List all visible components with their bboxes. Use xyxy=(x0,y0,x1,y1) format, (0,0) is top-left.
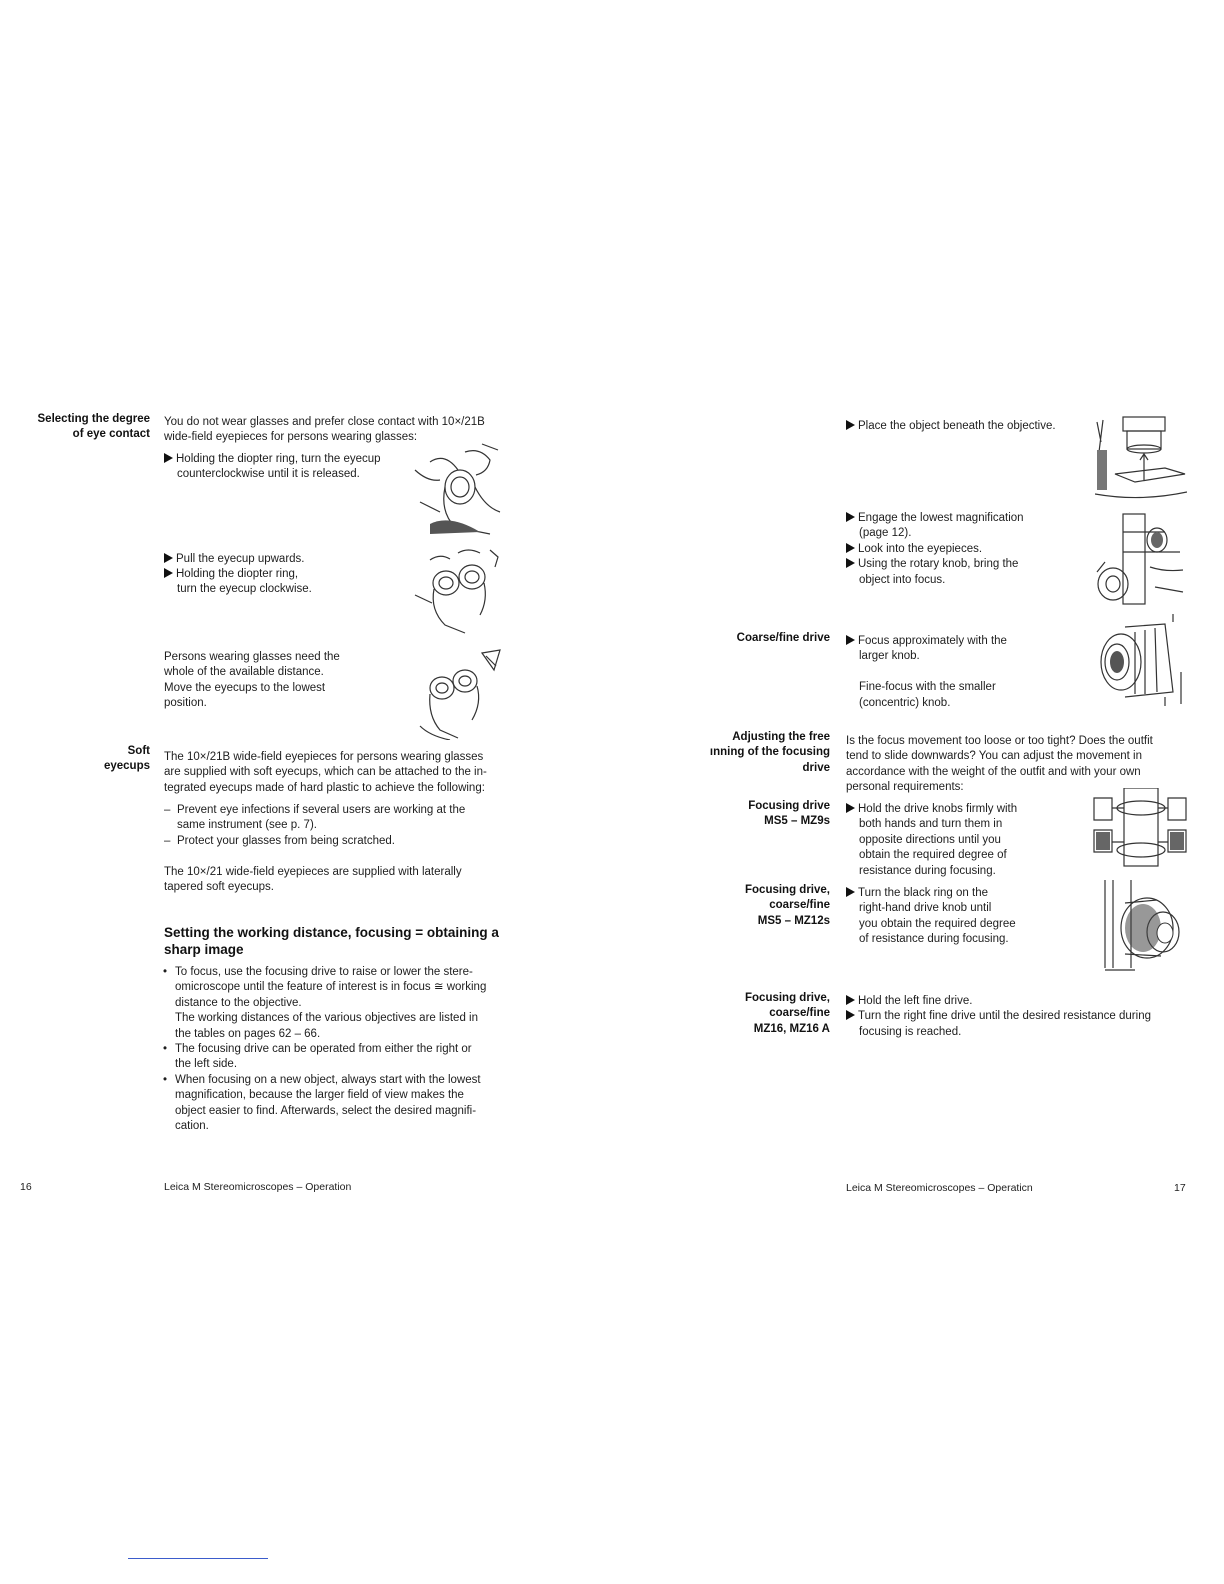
step-pull-eyecup: Pull the eyecup upwards. xyxy=(164,552,404,567)
list-item: • The focusing drive can be operated from either the right or the left side. xyxy=(162,1042,527,1073)
label-eye-contact: Selecting the degree of eye contact xyxy=(37,413,150,441)
step-arrow-icon xyxy=(846,543,855,553)
step-arrow-icon xyxy=(846,995,855,1005)
step-arrow-icon xyxy=(846,1010,855,1020)
drive-knobs-illustration xyxy=(1092,788,1187,873)
left-footer-title: Leica M Stereomicroscopes – Operation xyxy=(164,1181,352,1193)
step-release-eyecup: Holding the diopter ring, turn the eyecup counterclockwise until it is released. xyxy=(164,452,404,483)
left-page-number: 16 xyxy=(20,1181,32,1193)
objective-object-illustration xyxy=(1095,412,1187,504)
focusing-drive-ms5-mz12-step: Turn the black ring on the right-hand drive knob until you obtain the required degree of resistance during focusing. xyxy=(846,886,1066,948)
working-distance-list xyxy=(162,965,527,1134)
eye-contact-intro: You do not wear glasses and prefer close contact with 10×/21B wide-field eyepieces for persons wearing glasses: xyxy=(164,416,485,444)
eyecup-pull-illustration xyxy=(410,545,505,635)
list-item: – Prevent eye infections if several users are working at the same instrument (see p. 7). xyxy=(164,803,524,834)
step-arrow-icon xyxy=(846,887,855,897)
label-coarse-fine: Coarse/fine drive xyxy=(736,632,830,644)
label-focusing-drive-mz16: Focusing drive, coarse/fine MZ16, MZ16 A xyxy=(745,992,830,1035)
glasses-note: Persons wearing glasses need the whole of the available distance. Move the eyecups to the lowest position. xyxy=(164,651,340,710)
right-page-number: 17 xyxy=(1174,1182,1186,1194)
focusing-drive-mz16-steps: Hold the left fine drive. Turn the right fine drive until the desired resistance during focusing is reached. xyxy=(846,994,1191,1040)
coarse-fine-knob-illustration xyxy=(1095,612,1187,707)
right-footer-title: Leica M Stereomicroscopes – Operaticn xyxy=(846,1182,1033,1194)
step-turn-eyecup: Holding the diopter ring, turn the eyecup clockwise. xyxy=(164,567,404,598)
step-arrow-icon xyxy=(164,453,173,463)
step-arrow-icon xyxy=(164,553,173,563)
label-free-running: Adjusting the free ınning of the focusing drive xyxy=(709,731,830,774)
step-arrow-icon xyxy=(846,635,855,645)
eyecup-release-illustration xyxy=(410,442,505,537)
soft-eyecups-note: The 10×/21 wide-field eyepieces are supplied with laterally tapered soft eyecups. xyxy=(164,866,462,894)
list-item: • When focusing on a new object, always start with the lowest magnification, because the larger field of view makes the object easier to find. Afterwards, select the desired magnifi- cation. xyxy=(162,1073,527,1135)
step-arrow-icon xyxy=(846,512,855,522)
magnification-steps: Engage the lowest magnification (page 12). Look into the eyepieces. Using the rotary knob, bring the object into focus. xyxy=(846,511,1076,588)
working-distance-heading: Setting the working distance, focusing = obtaining a sharp image xyxy=(164,925,499,957)
coarse-fine-steps: Focus approximately with the larger knob. Fine-focus with the smaller (concentric) knob. xyxy=(846,634,1066,711)
step-arrow-icon xyxy=(846,420,855,430)
soft-eyecups-intro: The 10×/21B wide-field eyepieces for persons wearing glasses are supplied with soft eyecups, which can be attached to the in- tegrated eyecups made of hard plastic to achieve the following: xyxy=(164,751,487,794)
step-arrow-icon xyxy=(164,568,173,578)
list-item: – Protect your glasses from being scratched. xyxy=(164,834,524,849)
step-arrow-icon xyxy=(846,803,855,813)
step-arrow-icon xyxy=(846,558,855,568)
soft-eyecups-benefits-list xyxy=(164,803,524,849)
free-running-text: Is the focus movement too loose or too tight? Does the outfit tend to slide downwards? You can adjust the movement in accordance with the weight of the outfit and with your own personal requirements: xyxy=(846,735,1153,794)
label-focusing-drive-ms5-mz12: Focusing drive, coarse/fine MS5 – MZ12s xyxy=(745,884,830,927)
label-focusing-drive-ms5-mz9: Focusing drive MS5 – MZ9s xyxy=(748,800,830,828)
rotary-knob-illustration xyxy=(1095,512,1187,607)
focusing-drive-ms5-mz9-step: Hold the drive knobs firmly with both hands and turn them in opposite directions until you obtain the required degree of resistance during focusing. xyxy=(846,802,1066,879)
footnote-rule xyxy=(128,1558,268,1559)
black-ring-knob-illustration xyxy=(1095,878,1187,973)
list-item: • To focus, use the focusing drive to raise or lower the stere- omicroscope until the feature of interest is in focus ≅ working distance to the objective. The working distances of the various objectives are listed in the tables on pages 62 – 66. xyxy=(162,965,527,1042)
label-soft-eyecups: Soft eyecups xyxy=(103,745,150,773)
step-place-object: Place the object beneath the objective. xyxy=(846,419,1086,434)
eyecup-lowest-illustration xyxy=(410,648,505,740)
